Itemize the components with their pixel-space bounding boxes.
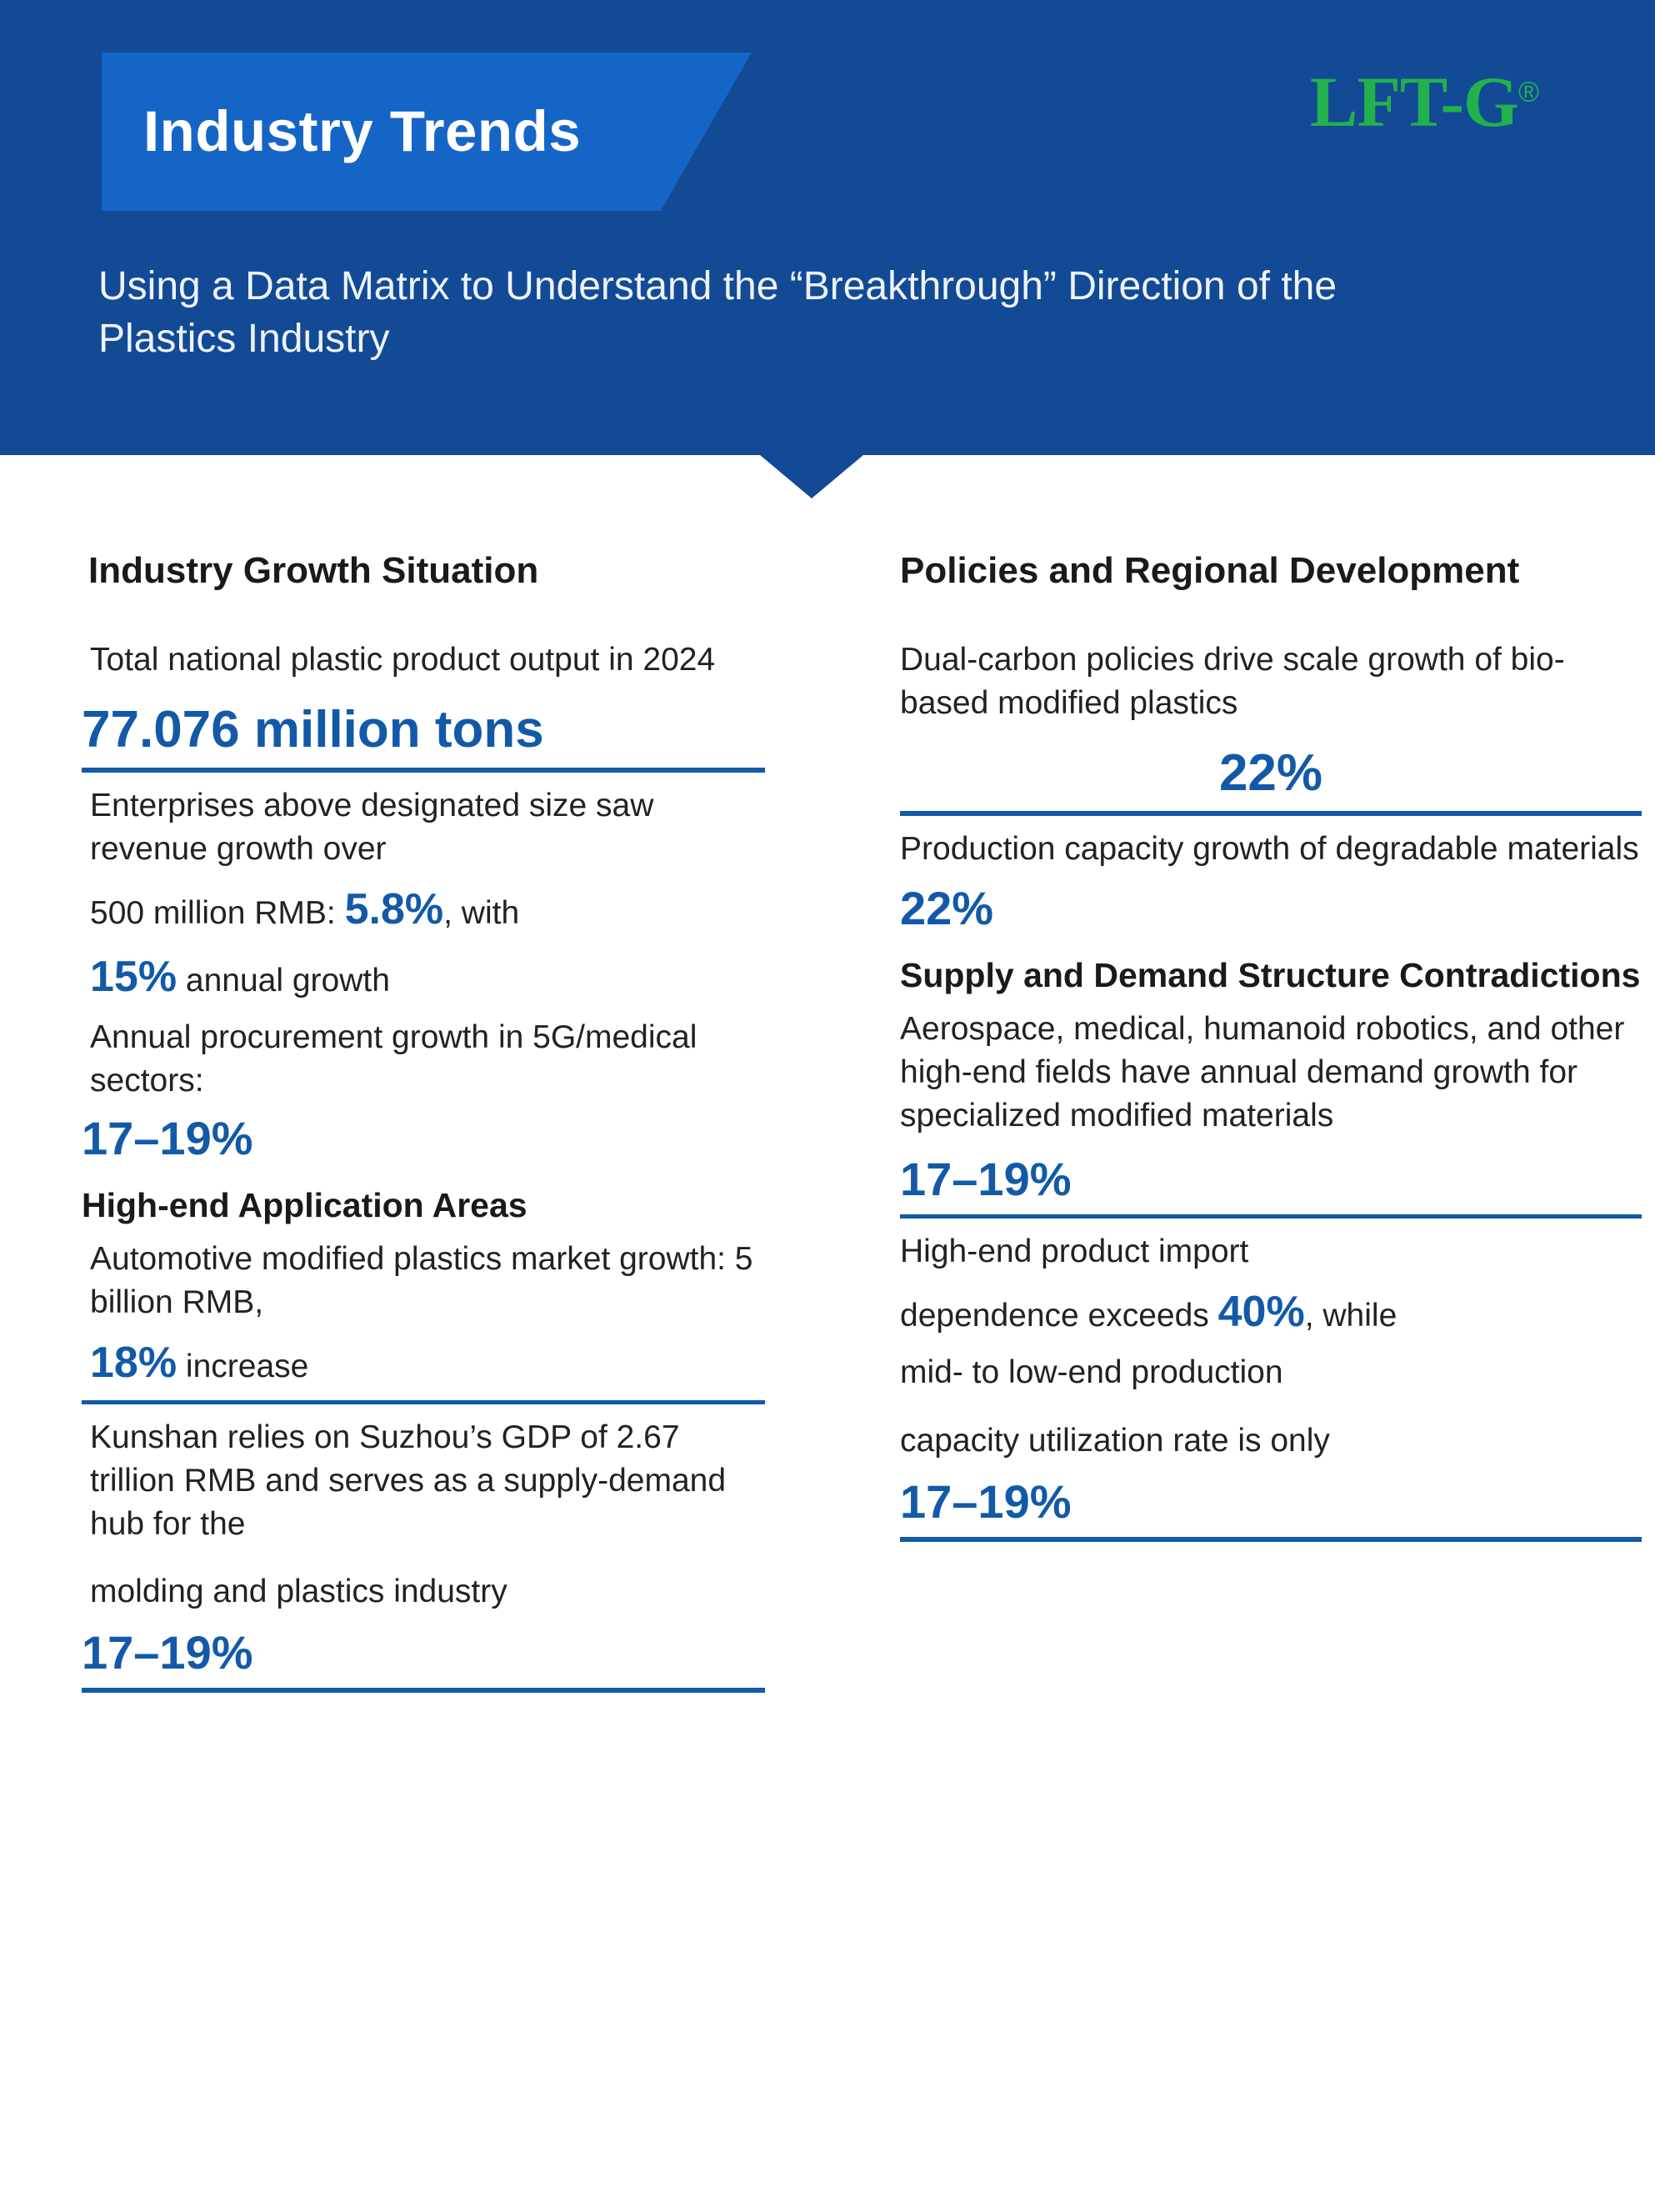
column-industry-growth [82, 550, 765, 1704]
left-paragraph-4: Automotive modified plastics market growth: 5 billion RMB, [90, 1240, 753, 1320]
right-stat-degradable: 22% [900, 881, 994, 934]
right-paragraph-3b: dependence exceeds [900, 1298, 1218, 1334]
right-paragraph-2: Aerospace, medical, humanoid robotics, and other high-end fields have annual demand growth for specialized modified materials [900, 1010, 1625, 1134]
right-stat-final: 17–19% [900, 1475, 1072, 1529]
left-stat-automotive-text: increase [177, 1348, 309, 1384]
left-final-underline [82, 1688, 765, 1693]
registered-trademark-icon: ® [1518, 76, 1538, 108]
right-subheading-supply-demand: Supply and Demand Structure Contradictions [900, 955, 1641, 994]
right-stat-import-dependence: 40% [1218, 1288, 1305, 1337]
left-stat-final: 17–19% [82, 1626, 253, 1679]
left-column-heading: Industry Growth Situation [88, 550, 539, 591]
right-paragraph-3 [900, 1284, 1642, 1341]
left-paragraph-1c: , with [443, 894, 520, 931]
right-intro-text: Dual-carbon policies drive scale growth of bio-based modified plastics [900, 642, 1565, 721]
left-paragraph-1 [82, 881, 765, 938]
right-final-underline [900, 1537, 1642, 1542]
page-title: Industry Trends [143, 99, 582, 163]
left-divider-rule [82, 1400, 765, 1404]
right-paragraph-1: Production capacity growth of degradable materials [900, 830, 1639, 867]
right-paragraph-5: capacity utilization rate is only [900, 1423, 1330, 1459]
left-stat-5g-medical: 17–19% [82, 1111, 253, 1164]
page-subtitle: Using a Data Matrix to Understand the “Breakthrough” Direction of the Plastics Industry [98, 264, 1338, 362]
right-divider-rule [900, 1214, 1642, 1219]
left-paragraph-2-text: annual growth [177, 962, 390, 998]
left-big-stat-underline [82, 768, 765, 773]
column-policies-regional [900, 550, 1642, 1554]
left-paragraph-1b: 500 million RMB: [90, 894, 345, 931]
left-paragraph-2 [82, 948, 765, 1006]
left-stat-revenue-growth: 5.8% [344, 884, 444, 933]
left-big-stat-block [82, 700, 765, 773]
page-header [0, 0, 1655, 455]
left-stat-annual-growth: 15% [90, 952, 178, 1001]
left-paragraph-5: Kunshan relies on Suzhou’s GDP of 2.67 trillion RMB and serves as a supply-demand hub for the [90, 1419, 727, 1542]
left-paragraph-3: Annual procurement growth in 5G/medical sectors: [90, 1018, 698, 1098]
left-stat-automotive: 18% [90, 1338, 178, 1387]
left-paragraph-6: molding and plastics industry [90, 1574, 508, 1610]
left-paragraph-1a: Enterprises above designated size saw revenue growth over [90, 787, 654, 867]
right-big-stat-underline [900, 811, 1642, 816]
brand-logo-text: LFT-G [1310, 62, 1518, 142]
right-column-heading: Policies and Regional Development [900, 550, 1520, 591]
left-big-stat-value: 77.076 million tons [82, 700, 544, 758]
right-paragraph-3c: , while [1304, 1298, 1398, 1334]
left-subheading-high-end: High-end Application Areas [82, 1185, 528, 1224]
right-stat-demand-growth: 17–19% [900, 1153, 1072, 1206]
left-intro-text: Total national plastic product output in 2024 [90, 642, 716, 678]
right-big-stat-value: 22% [1218, 743, 1323, 802]
right-paragraph-4: mid- to low-end production [900, 1354, 1283, 1391]
left-paragraph-auto-increase [82, 1334, 765, 1392]
brand-logo [1310, 60, 1538, 143]
right-paragraph-3a: High-end product import [900, 1234, 1249, 1270]
header-notch-icon [760, 455, 863, 498]
right-big-stat-block [900, 743, 1642, 816]
